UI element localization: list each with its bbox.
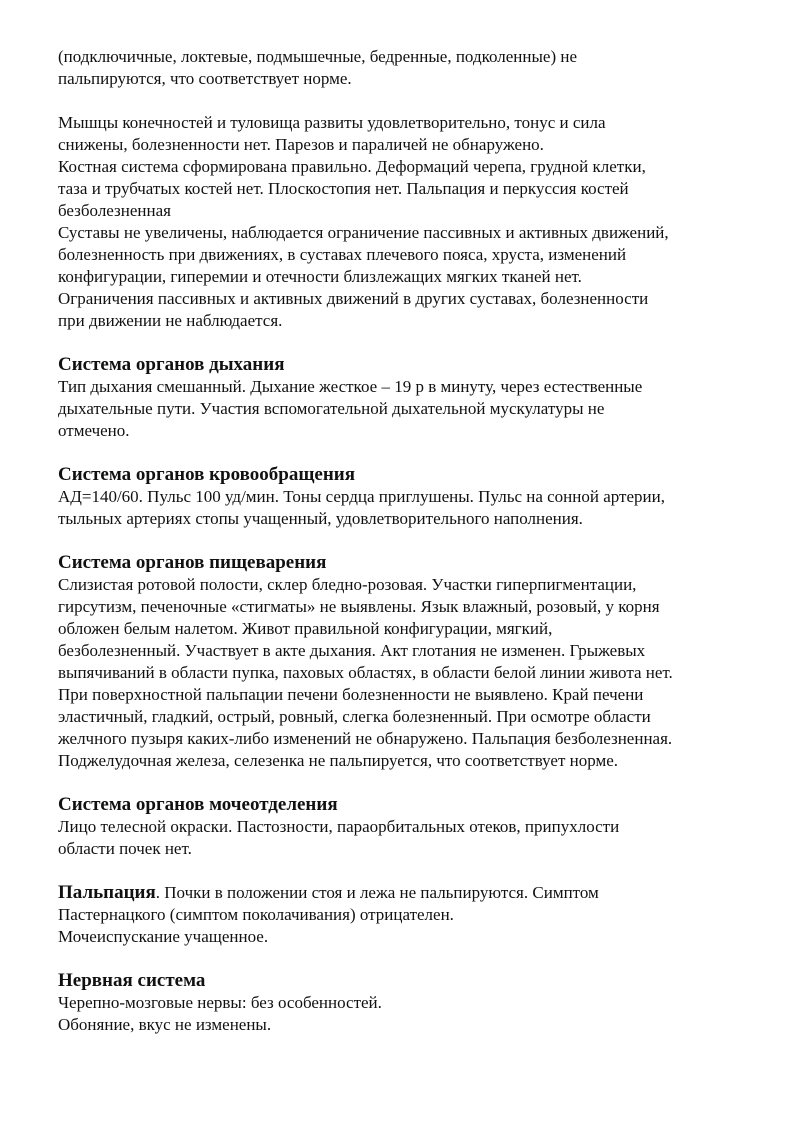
- document-page: [58, 46, 758, 1036]
- text-line: Суставы не увеличены, наблюдается ограничение пассивных и активных движений,: [58, 223, 669, 242]
- palpation-label: Пальпация: [58, 882, 156, 903]
- section-heading-respiratory: Система органов дыхания: [58, 354, 285, 375]
- text-line: Мочеиспускание учащенное.: [58, 927, 269, 946]
- digestive-section: [58, 552, 758, 772]
- section-heading-circulatory: Система органов кровообращения: [58, 464, 355, 485]
- text-line: Черепно-мозговые нервы: без особенностей.: [58, 993, 382, 1012]
- text-line: Пастернацкого (симптом поколачивания) отрицателен.: [58, 905, 454, 924]
- palpation-section: [58, 882, 758, 948]
- text-line: конфигурации, гиперемии и отечности близлежащих мягких тканей нет.: [58, 267, 582, 286]
- paragraph-gap: [58, 948, 758, 970]
- palpation-first-line-text: . Почки в положении стоя и лежа не пальпируются. Симптом: [155, 883, 599, 902]
- circulatory-section: [58, 464, 758, 530]
- paragraph-gap: [58, 90, 758, 112]
- text-line: дыхательные пути. Участия вспомогательной дыхательной мускулатуры не: [58, 399, 605, 418]
- text-line: Обоняние, вкус не изменены.: [58, 1015, 272, 1034]
- urinary-section: [58, 794, 758, 860]
- paragraph-gap: [58, 860, 758, 882]
- text-line: безболезненный. Участвует в акте дыхания. Акт глотания не изменен. Грыжевых: [58, 641, 646, 660]
- text-line: гирсутизм, печеночные «стигматы» не выявлены. Язык влажный, розовый, у корня: [58, 597, 660, 616]
- paragraph-gap: [58, 772, 758, 794]
- text-line: безболезненная: [58, 201, 171, 220]
- musculoskeletal-paragraph: [58, 112, 758, 332]
- text-line: желчного пузыря каких-либо изменений не обнаружено. Пальпация безболезненная.: [58, 729, 673, 748]
- section-heading-urinary: Система органов мочеотделения: [58, 794, 338, 815]
- text-line: Тип дыхания смешанный. Дыхание жесткое – 19 р в минуту, через естественные: [58, 377, 643, 396]
- text-line: эластичный, гладкий, острый, ровный, слегка болезненный. При осмотре области: [58, 707, 651, 726]
- intro-paragraph: [58, 46, 758, 90]
- text-line: болезненность при движениях, в суставах плечевого пояса, хруста, изменений: [58, 245, 627, 264]
- paragraph-gap: [58, 442, 758, 464]
- nervous-section: [58, 970, 758, 1036]
- text-line: АД=140/60. Пульс 100 уд/мин. Тоны сердца приглушены. Пульс на сонной артерии,: [58, 487, 665, 506]
- paragraph-gap: [58, 530, 758, 552]
- text-line: выпячиваний в области пупка, паховых областях, в области белой линии живота нет.: [58, 663, 673, 682]
- text-line: тыльных артериях стопы учащенный, удовлетворительного наполнения.: [58, 509, 583, 528]
- text-line: обложен белым налетом. Живот правильной конфигурации, мягкий,: [58, 619, 553, 638]
- palpation-first-line: [58, 882, 758, 904]
- text-line: снижены, болезненности нет. Парезов и параличей не обнаружено.: [58, 135, 544, 154]
- respiratory-section: [58, 354, 758, 442]
- text-line: пальпируются, что соответствует норме.: [58, 69, 352, 88]
- text-line: (подключичные, локтевые, подмышечные, бедренные, подколенные) не: [58, 47, 578, 66]
- section-heading-nervous: Нервная система: [58, 970, 206, 991]
- text-line: Костная система сформирована правильно. Деформаций черепа, грудной клетки,: [58, 157, 646, 176]
- text-line: при движении не наблюдается.: [58, 311, 283, 330]
- text-line: Слизистая ротовой полости, склер бледно-розовая. Участки гиперпигментации,: [58, 575, 637, 594]
- text-line: При поверхностной пальпации печени болезненности не выявлено. Край печени: [58, 685, 644, 704]
- text-line: таза и трубчатых костей нет. Плоскостопия нет. Пальпация и перкуссия костей: [58, 179, 629, 198]
- text-line: Лицо телесной окраски. Пастозности, параорбитальных отеков, припухлости: [58, 817, 620, 836]
- paragraph-gap: [58, 332, 758, 354]
- section-heading-digestive: Система органов пищеварения: [58, 552, 327, 573]
- text-line: Поджелудочная железа, селезенка не пальпируется, что соответствует норме.: [58, 751, 619, 770]
- text-line: Мышцы конечностей и туловища развиты удовлетворительно, тонус и сила: [58, 113, 606, 132]
- text-line: отмечено.: [58, 421, 130, 440]
- text-line: Ограничения пассивных и активных движений в других суставах, болезненности: [58, 289, 649, 308]
- text-line: области почек нет.: [58, 839, 192, 858]
